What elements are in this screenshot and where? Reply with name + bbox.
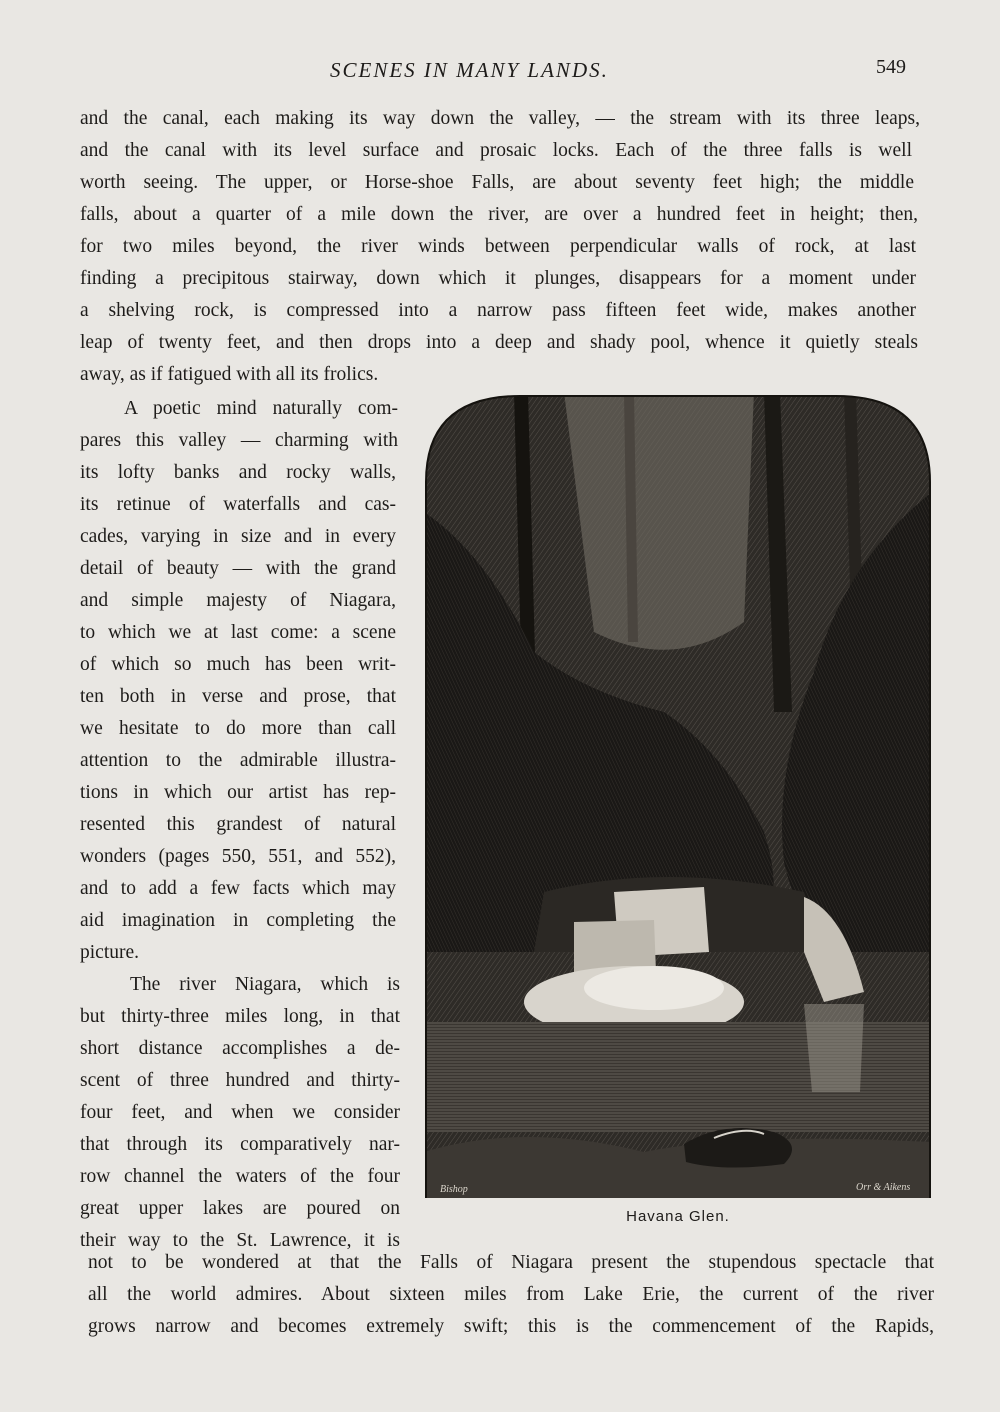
text-line: falls, about a quarter of a mile down the river, are over a hundred feet in height; then,: [80, 204, 918, 225]
text-line: A poetic mind naturally com-: [124, 398, 398, 419]
text-line: The river Niagara, which is: [130, 974, 400, 995]
text-line: detail of beauty — with the grand: [80, 558, 396, 579]
text-line: its retinue of waterfalls and cas-: [80, 494, 396, 515]
text-line: grows narrow and becomes extremely swift; this is the commencement of the Rapids,: [88, 1316, 934, 1337]
text-line: row channel the waters of the four: [80, 1166, 400, 1187]
text-line: cades, varying in size and in every: [80, 526, 396, 547]
text-line: its lofty banks and rocky walls,: [80, 462, 396, 483]
text-line: away, as if fatigued with all its frolics.: [80, 364, 379, 385]
text-line: tions in which our artist has rep-: [80, 782, 396, 803]
text-line: finding a precipitous stairway, down which it plunges, disappears for a moment under: [80, 268, 916, 289]
text-line: worth seeing. The upper, or Horse-shoe Falls, are about seventy feet high; the middle: [80, 172, 914, 193]
engraver-signature: Orr & Aikens: [856, 1182, 911, 1193]
text-line: short distance accomplishes a de-: [80, 1038, 400, 1059]
text-line: aid imagination in completing the: [80, 910, 396, 931]
text-line: and the canal with its level surface and prosaic locks. Each of the three falls is well: [80, 140, 912, 161]
text-line: and the canal, each making its way down the valley, — the stream with its three leaps,: [80, 108, 920, 129]
text-line: four feet, and when we consider: [80, 1102, 400, 1123]
text-line: for two miles beyond, the river winds between perpendicular walls of rock, at last: [80, 236, 916, 257]
text-line: to which we at last come: a scene: [80, 622, 396, 643]
text-line: leap of twenty feet, and then drops into a deep and shady pool, whence it quietly steals: [80, 332, 918, 353]
text-line: their way to the St. Lawrence, it is: [80, 1230, 400, 1251]
text-line: great upper lakes are poured on: [80, 1198, 400, 1219]
text-line: not to be wondered at that the Falls of Niagara present the stupendous spectacle that: [88, 1252, 934, 1273]
text-line: resented this grandest of natural: [80, 814, 396, 835]
text-line: and simple majesty of Niagara,: [80, 590, 396, 611]
artist-signature: Bishop: [440, 1184, 468, 1195]
text-line: that through its comparatively nar-: [80, 1134, 400, 1155]
text-line: ten both in verse and prose, that: [80, 686, 396, 707]
text-line: pares this valley — charming with: [80, 430, 398, 451]
text-line: a shelving rock, is compressed into a narrow pass fifteen feet wide, makes another: [80, 300, 916, 321]
text-line: wonders (pages 550, 551, and 552),: [80, 846, 396, 867]
running-title: SCENES IN MANY LANDS.: [330, 58, 609, 82]
page-number: 549: [876, 56, 906, 78]
text-line: scent of three hundred and thirty-: [80, 1070, 400, 1091]
text-line: of which so much has been writ-: [80, 654, 396, 675]
text-line: picture.: [80, 942, 140, 963]
text-line: we hesitate to do more than call: [80, 718, 396, 739]
text-line: and to add a few facts which may: [80, 878, 396, 899]
text-line: all the world admires. About sixteen miles from Lake Erie, the current of the river: [88, 1284, 934, 1305]
engraving-havana-glen: [424, 392, 932, 1198]
text-line: attention to the admirable illustra-: [80, 750, 396, 771]
engraving-illustration: [424, 392, 932, 1198]
figure-caption: Havana Glen.: [626, 1208, 730, 1225]
text-line: but thirty-three miles long, in that: [80, 1006, 400, 1027]
running-head: [0, 52, 1000, 88]
